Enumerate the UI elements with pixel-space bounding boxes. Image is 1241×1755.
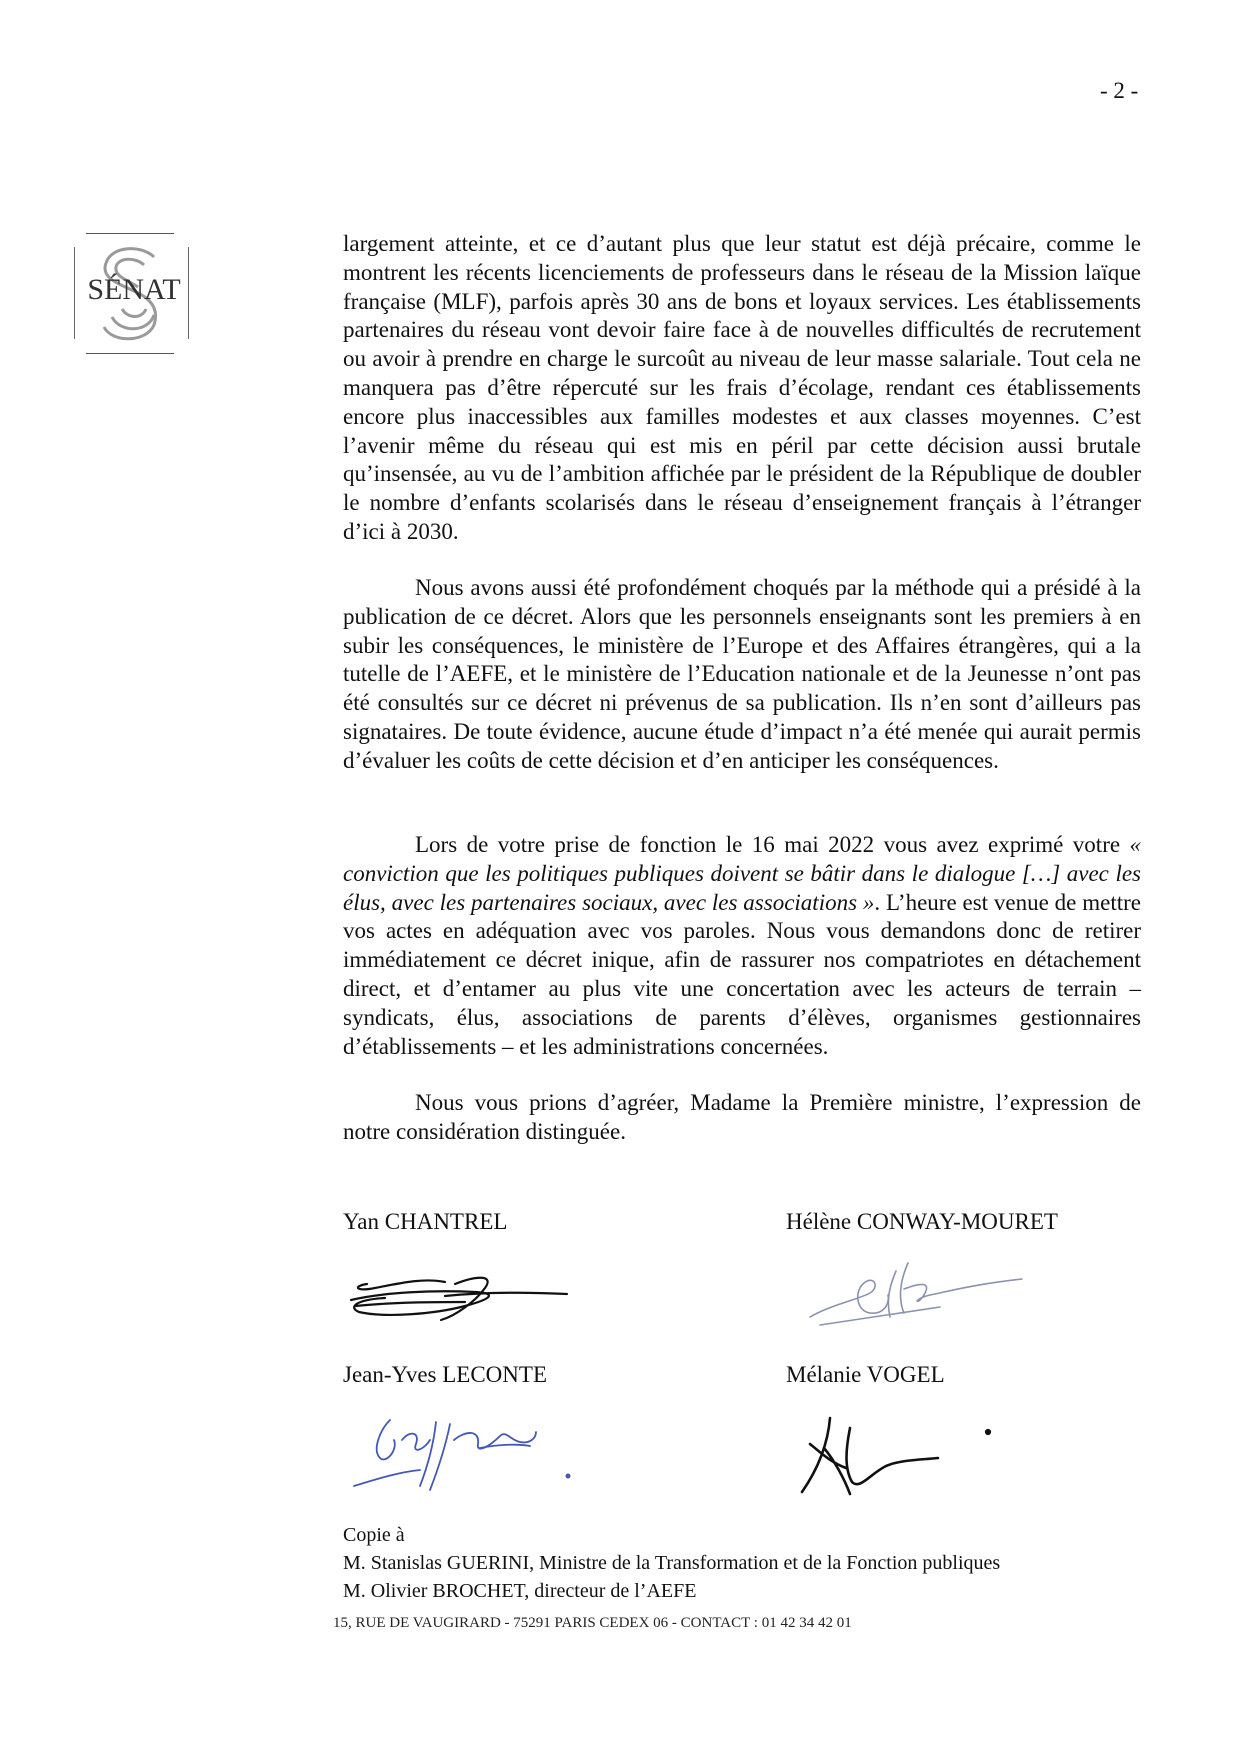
paragraph-3-end: . L’heure est venue de mettre vos actes en adéquation avec vos paroles. Nous vous demandons donc de retirer immédiatement ce décret inique, afin de rassurer nos compatriotes en détachement direct, et d’entamer au plus vite une concertation avec les acteurs de terrain – syndicats, élus, associations de parents d’élèves, organismes gestionnaires d’établissements – et les administrations concernées. [343, 889, 1141, 1059]
signatory-name-chantrel: Yan CHANTREL [343, 1209, 508, 1234]
paragraph-1 [343, 230, 1141, 547]
paragraph-3-quote: « conviction que les politiques publiques doivent se bâtir dans le dialogue […] avec les élus, avec les partenaires sociaux, avec les associations » [343, 832, 1142, 915]
paragraph-4 [343, 1089, 1141, 1147]
signature-chantrel [345, 1262, 575, 1332]
paragraph-3-start: Lors de votre prise de fonction le 16 mai 2022 vous avez exprimé votre [415, 832, 1121, 857]
paragraph-1-text: largement atteinte, et ce d’autant plus que leur statut est déjà précaire, comme le montrent les récents licenciements de professeurs dans le réseau de la Mission laïque française (MLF), parfois après 30 ans de bons et loyaux services. Les établissements partenaires du réseau vont devoir faire face à de nouvelles difficultés de recrutement ou avoir à prendre en charge le surcoût au niveau de leur masse salariale. Tout cela ne manquera pas d’être répercuté sur les frais d’écolage, rendant ces établissements encore plus inaccessibles aux familles modestes et aux classes moyennes. C’est l’avenir même du réseau qui est mis en péril par cette décision aussi brutale qu’insensée, au vu de l’ambition affichée par le président de la République de doubler le nombre d’enfants scolarisés dans le réseau d’enseignement français à l’étranger d’ici à 2030. [343, 231, 1141, 544]
paragraph-4-text: Nous vous prions d’agréer, Madame la Première ministre, l’expression de notre considération distinguée. [343, 1090, 1141, 1144]
copy-line: M. Stanislas GUERINI, Ministre de la Transformation et de la Fonction publiques [343, 1552, 1001, 1574]
paragraph-3-text [343, 831, 1141, 1061]
senat-logo [72, 233, 192, 358]
copy-heading: Copie à [343, 1524, 405, 1546]
copy-line: M. Olivier BROCHET, directeur de l’AEFE [343, 1580, 697, 1602]
logo-wordmark: SÉNAT [87, 273, 181, 306]
signatory-name-vogel: Mélanie VOGEL [786, 1362, 945, 1387]
copy-recipients [343, 1521, 1000, 1605]
signature-leconte [350, 1410, 580, 1495]
signatory-name-conway-mouret: Hélène CONWAY-MOURET [786, 1209, 1058, 1234]
paragraph-3 [343, 831, 1141, 1061]
signature-vogel [790, 1408, 1020, 1498]
signature-conway-mouret [800, 1255, 1030, 1335]
page-number: - 2 - [1100, 78, 1139, 103]
paragraph-2-text: Nous avons aussi été profondément choqués par la méthode qui a présidé à la publication de ce décret. Alors que les personnels enseignants sont les premiers à en subir les conséquences, le ministère de l’Europe et des Affaires étrangères, qui a la tutelle de l’AEFE, et le ministère de l’Education nationale et de la Jeunesse n’ont pas été consultés sur ce décret ni prévenus de sa publication. Ils n’en sont d’ailleurs pas signataires. De toute évidence, aucune étude d’impact n’a été menée qui aurait permis d’évaluer les coûts de cette décision et d’en anticiper les conséquences. [343, 575, 1141, 773]
signatory-name-leconte: Jean-Yves LECONTE [343, 1362, 548, 1387]
paragraph-2 [343, 574, 1141, 776]
footer-address: 15, RUE DE VAUGIRARD - 75291 PARIS CEDEX 06 - CONTACT : 01 42 34 42 01 [333, 1615, 852, 1631]
